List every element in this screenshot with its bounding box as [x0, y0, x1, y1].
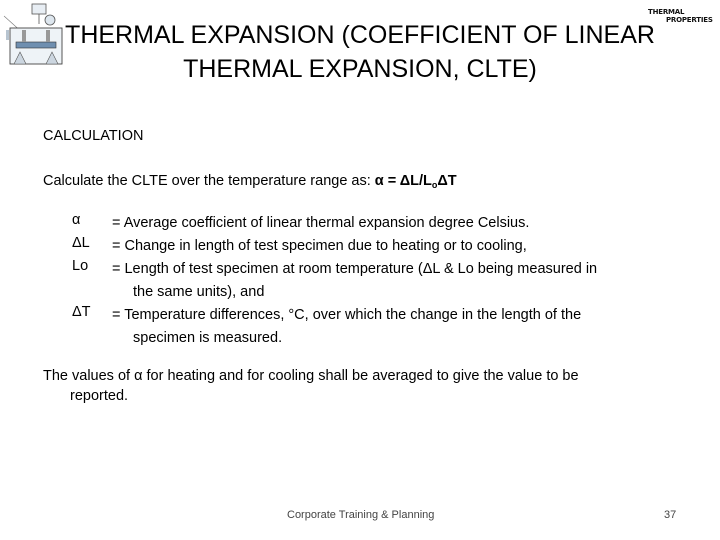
logo-line-1: THERMAL: [648, 8, 685, 16]
page-number: 37: [664, 509, 677, 521]
definition-row: [72, 304, 692, 350]
formula-subscript: o: [431, 180, 438, 190]
slide-title: THERMAL EXPANSION (COEFFICIENT OF LINEAR THERMAL EXPANSION, CLTE): [65, 21, 655, 83]
definition-text: = Average coefficient of linear thermal expansion degree Celsius.: [112, 215, 530, 231]
formula-intro: Calculate the CLTE over the temperature range as:: [43, 173, 375, 189]
definition-symbol: ΔT: [72, 304, 91, 320]
definition-symbol: ΔL: [72, 235, 90, 251]
definition-text: = Change in length of test specimen due to heating or to cooling,: [112, 238, 527, 254]
definition-row: [72, 212, 692, 235]
definition-continuation: the same units), and: [133, 284, 265, 300]
definition-symbol: α: [72, 212, 81, 228]
definition-symbol: Lo: [72, 258, 89, 274]
formula-line: [43, 173, 457, 190]
paragraph-line-2: reported.: [70, 388, 129, 404]
formula-rhs: ΔT: [437, 173, 457, 189]
definition-row: [72, 235, 692, 258]
definition-continuation: specimen is measured.: [133, 330, 283, 346]
definition-row: [72, 258, 692, 304]
section-heading: CALCULATION: [43, 128, 144, 144]
paragraph-line-1: The values of α for heating and for cooling shall be averaged to give the value to be: [43, 368, 579, 384]
definition-text: = Temperature differences, °C, over which the change in the length of the specimen is measured.: [112, 304, 672, 350]
averaging-paragraph: [43, 366, 673, 406]
definitions-list: [72, 212, 692, 350]
logo-line-2: PROPERTIES: [666, 16, 713, 24]
definition-text: = Length of test specimen at room temperature (ΔL & Lo being measured in the same units), and: [112, 258, 672, 304]
formula-lhs: α = ΔL/L: [374, 173, 432, 189]
footer-text: Corporate Training & Planning: [287, 509, 435, 521]
